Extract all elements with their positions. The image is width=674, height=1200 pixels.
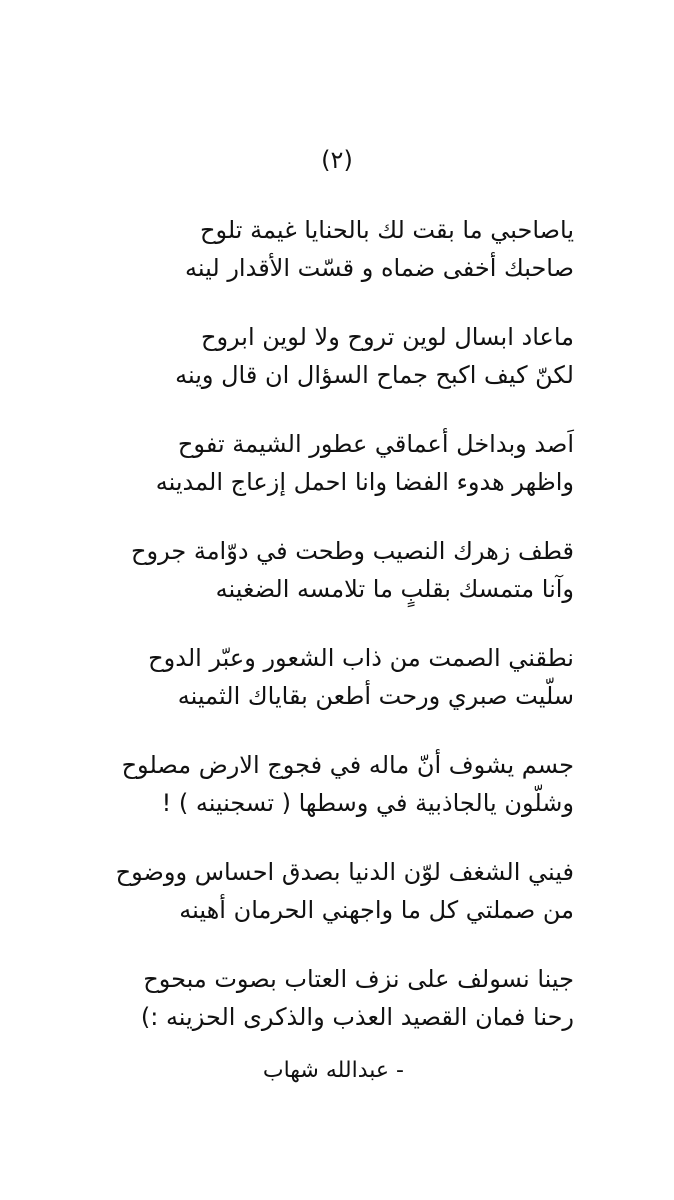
verse-line: صاحبك أخفى ضماه و قسّت الأقدار لينه (185, 254, 574, 282)
verse-line: ياصاحبي ما بقت لك بالحنايا غيمة تلوح (199, 216, 574, 244)
stanza (60, 211, 574, 318)
verse-line: رحنا فمان القصيد العذب والذكرى الحزينه :) (140, 1003, 574, 1031)
verse-line: نطقني الصمت من ذاب الشعور وعبّر الدوح (148, 644, 574, 672)
verse-line: وشلّون يالجاذبية في وسطها ( تسجنينه ) ! (161, 789, 574, 817)
verse-line: من صملتي كل ما واجهني الحرمان أهينه (179, 896, 574, 924)
poem-body (60, 211, 574, 1067)
verse-line: جسم يشوف أنّ ماله في فجوج الارض مصلوح (121, 751, 574, 779)
stanza (60, 425, 574, 532)
stanza (60, 746, 574, 853)
verse-line: فيني الشغف لوّن الدنيا بصدق احساس ووضوح (115, 858, 574, 886)
verse-line: سلّيت صبري ورحت أطعن بقاياك الثمينه (177, 682, 574, 710)
stanza (60, 532, 574, 639)
stanza (60, 318, 574, 425)
poem-number: (٢) (321, 146, 353, 174)
verse-line: وآنا متمسك بقلبٍ ما تلامسه الضغينه (215, 575, 574, 603)
stanza (60, 960, 574, 1067)
stanza (60, 853, 574, 960)
verse-line: جينا نسولف على نزف العتاب بصوت مبحوح (143, 965, 574, 993)
verse-line: واظهر هدوء الفضا وانا احمل إزعاج المدينه (155, 468, 574, 496)
verse-line: قطف زهرك النصيب وطحت في دوّامة جروح (131, 537, 574, 565)
verse-line: اَصد وبداخل أعماقي عطور الشيمة تفوح (177, 430, 574, 458)
verse-line: لكنّ كيف اكبح جماح السؤال ان قال وينه (175, 361, 574, 389)
stanza (60, 639, 574, 746)
verse-line: ماعاد ابسال لوين تروح ولا لوين ابروح (200, 323, 574, 351)
poet-signature: - عبدالله شهاب (262, 1058, 404, 1083)
